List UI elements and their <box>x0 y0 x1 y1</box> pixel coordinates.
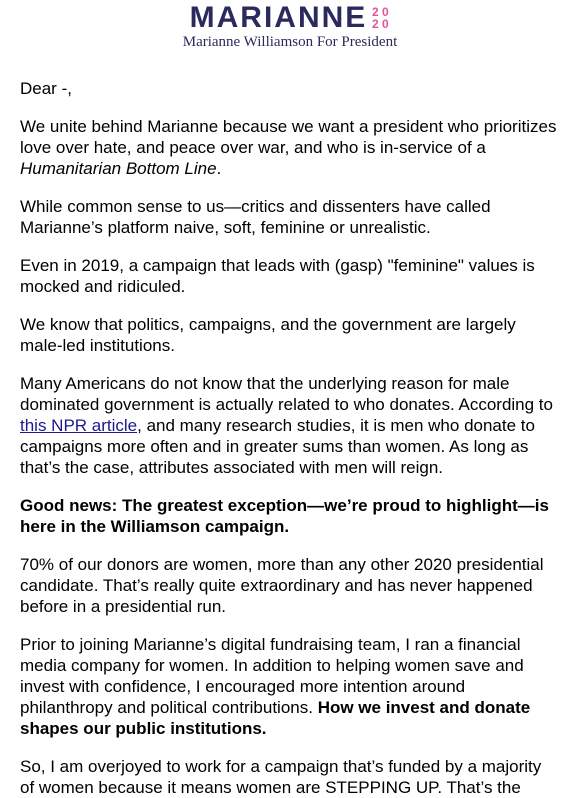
paragraph-8-text: Prior to joining Marianne’s digital fundraising team, I ran a financial media company for women. In addition to helping women save and invest with confidence, I encouraged more intention around philanthropy and political contributions. <box>20 635 524 717</box>
paragraph-1 <box>20 116 560 179</box>
email-header <box>0 0 580 58</box>
paragraph-1-text: We unite behind Marianne because we want a president who prioritizes love over hate, and peace over war, and who is in-service of a <box>20 117 557 157</box>
paragraph-5 <box>20 373 560 478</box>
logo-year-digit: 0 <box>381 17 389 31</box>
logo-year-digit: 2 <box>371 17 379 31</box>
humanitarian-bottom-line-emphasis: Humanitarian Bottom Line <box>20 159 217 178</box>
logo-year-digit: 2 <box>371 5 379 19</box>
paragraph-4: We know that politics, campaigns, and the government are largely male-led institutions. <box>20 315 516 355</box>
paragraph-6-highlight: Good news: The greatest exception—we’re proud to highlight—is here in the Williamson campaign. <box>20 496 549 536</box>
paragraph-2: While common sense to us—critics and dissenters have called Marianne’s platform naive, soft, feminine or unrealistic. <box>20 197 491 237</box>
logo-wordmark: MARIANNE <box>189 1 368 34</box>
campaign-logo[interactable] <box>0 2 580 34</box>
greeting: Dear -, <box>20 79 72 98</box>
paragraph-8 <box>20 634 560 739</box>
paragraph-3: Even in 2019, a campaign that leads with (gasp) "feminine" values is mocked and ridiculed. <box>20 256 535 296</box>
letter-body <box>0 58 580 798</box>
paragraph-1-end: . <box>216 159 222 178</box>
paragraph-8-emphasis: How we invest and donate shapes our public institutions. <box>20 698 531 738</box>
logo-year-mark <box>370 6 390 30</box>
paragraph-5-end: , and many research studies, it is men who donate to campaigns more often and in greater sums than women. As long as that’s the case, attributes associated with men will reign. <box>20 416 535 477</box>
logo-year-digit: 0 <box>381 5 389 19</box>
paragraph-5-text: Many Americans do not know that the underlying reason for male dominated government is actually related to who donates. According to <box>20 374 553 414</box>
logo-tagline: Marianne Williamson For President <box>182 34 398 50</box>
paragraph-7: 70% of our donors are women, more than any other 2020 presidential candidate. That’s really quite extraordinary and has never happened before in a presidential run. <box>20 555 544 616</box>
npr-article-link[interactable]: this NPR article <box>20 416 138 435</box>
paragraph-9: So, I am overjoyed to work for a campaign that’s funded by a majority of women because it means women are STEPPING UP. That’s the <box>20 757 542 797</box>
